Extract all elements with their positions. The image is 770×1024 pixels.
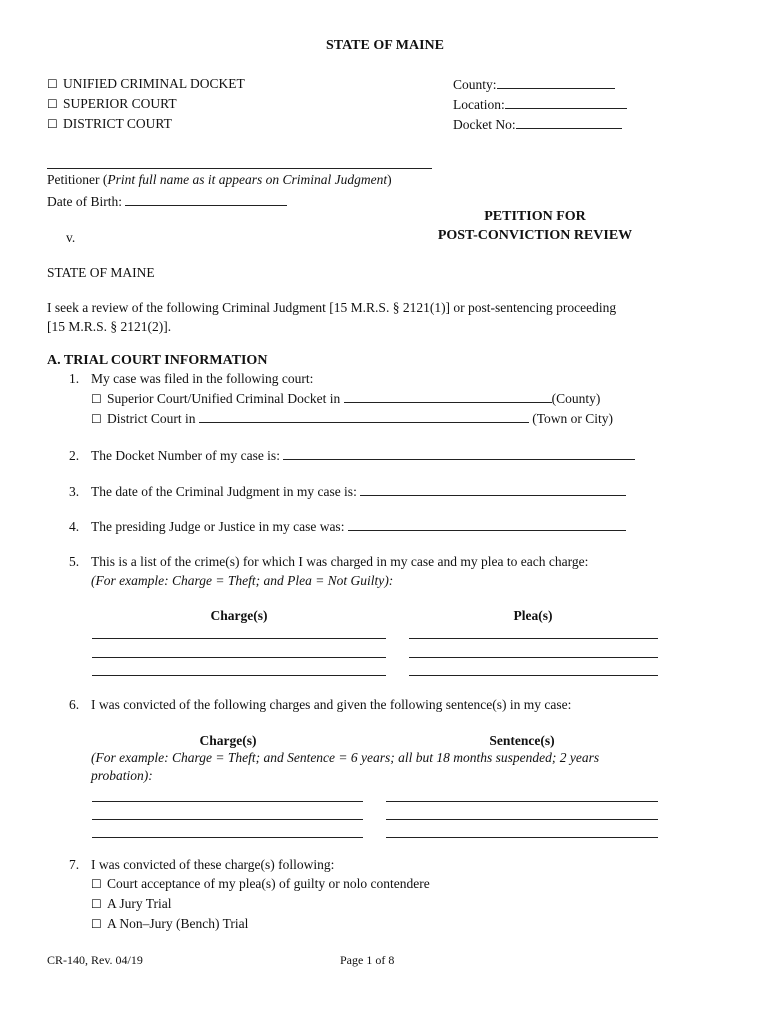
q5-plea-line[interactable] xyxy=(409,638,658,639)
q6-sentence-line[interactable] xyxy=(386,801,658,802)
location-field[interactable]: Location: xyxy=(453,96,627,113)
q5-charge-line[interactable] xyxy=(92,638,386,639)
q5-charge-line[interactable] xyxy=(92,657,386,658)
q1-superior-option[interactable]: ☐ Superior Court/Unified Criminal Docket in (County) xyxy=(91,391,601,406)
q2-docket-number[interactable]: 2. The Docket Number of my case is: xyxy=(69,447,635,464)
docket-no-field[interactable]: Docket No: xyxy=(453,116,622,133)
petitioner-name-line[interactable] xyxy=(47,168,432,169)
state-header: STATE OF MAINE xyxy=(326,38,444,53)
q7-option-plea[interactable]: ☐ Court acceptance of my plea(s) of guilty or nolo contendere xyxy=(91,876,430,891)
page-number: Page 1 of 8 xyxy=(340,953,395,967)
q6-charge-line[interactable] xyxy=(92,837,363,838)
q7-option-bench[interactable]: ☐ A Non–Jury (Bench) Trial xyxy=(91,916,249,931)
checkbox-icon[interactable]: ☐ xyxy=(91,877,102,891)
petitioner-label: Petitioner (Print full name as it appears on Criminal Judgment) xyxy=(47,172,392,187)
versus-label: v. xyxy=(66,230,76,245)
q5-charge-header: Charge(s) xyxy=(210,608,268,623)
checkbox-icon[interactable]: ☐ xyxy=(47,97,58,111)
petition-title-line2: POST-CONVICTION REVIEW xyxy=(437,228,633,243)
q6-charge-line[interactable] xyxy=(92,801,363,802)
checkbox-icon[interactable]: ☐ xyxy=(91,412,102,426)
checkbox-icon[interactable]: ☐ xyxy=(47,117,58,131)
q6-sentence-line[interactable] xyxy=(386,819,658,820)
q6-text: 6. I was convicted of the following charges and given the following sentence(s) in my case: xyxy=(69,697,572,712)
q5-example: (For example: Charge = Theft; and Plea = Not Guilty): xyxy=(91,573,394,588)
intro-line2: [15 M.R.S. § 2121(2)]. xyxy=(47,319,172,334)
q5-charge-line[interactable] xyxy=(92,675,386,676)
court-option-unified[interactable]: ☐ UNIFIED CRIMINAL DOCKET xyxy=(47,76,245,91)
petition-title-line1: PETITION FOR xyxy=(484,209,586,224)
q5-plea-line[interactable] xyxy=(409,675,658,676)
checkbox-icon[interactable]: ☐ xyxy=(91,392,102,406)
respondent-label: STATE OF MAINE xyxy=(47,265,155,280)
q6-sentence-header: Sentence(s) xyxy=(489,733,555,748)
q7-text: 7. I was convicted of these charge(s) following: xyxy=(69,857,335,872)
q6-charge-header: Charge(s) xyxy=(199,733,257,748)
q1-text: 1. My case was filed in the following court: xyxy=(69,371,314,386)
court-option-superior[interactable]: ☐ SUPERIOR COURT xyxy=(47,96,177,111)
q6-example-line1: (For example: Charge = Theft; and Sentence = 6 years; all but 18 months suspended; 2 years xyxy=(91,750,600,765)
checkbox-icon[interactable]: ☐ xyxy=(91,897,102,911)
q5-text: 5. This is a list of the crime(s) for which I was charged in my case and my plea to each charge: xyxy=(69,554,589,569)
q7-option-jury[interactable]: ☐ A Jury Trial xyxy=(91,896,172,911)
checkbox-icon[interactable]: ☐ xyxy=(47,77,58,91)
checkbox-icon[interactable]: ☐ xyxy=(91,917,102,931)
q6-sentence-line[interactable] xyxy=(386,837,658,838)
q3-judgment-date[interactable]: 3. The date of the Criminal Judgment in my case is: xyxy=(69,483,626,500)
q5-plea-header: Plea(s) xyxy=(513,608,553,623)
q4-presiding-judge[interactable]: 4. The presiding Judge or Justice in my case was: xyxy=(69,518,626,535)
date-of-birth-field[interactable]: Date of Birth: xyxy=(47,193,287,210)
q6-example-line2: probation): xyxy=(91,768,153,783)
court-option-district[interactable]: ☐ DISTRICT COURT xyxy=(47,116,172,131)
q1-district-option[interactable]: ☐ District Court in (Town or City) xyxy=(91,411,614,426)
county-field[interactable]: County: xyxy=(453,76,615,93)
form-number: CR-140, Rev. 04/19 xyxy=(47,953,143,967)
intro-line1: I seek a review of the following Criminal Judgment [15 M.R.S. § 2121(1)] or post-sentencing proceeding xyxy=(47,300,617,315)
q5-plea-line[interactable] xyxy=(409,657,658,658)
q6-charge-line[interactable] xyxy=(92,819,363,820)
section-a-heading: A. TRIAL COURT INFORMATION xyxy=(47,353,268,368)
